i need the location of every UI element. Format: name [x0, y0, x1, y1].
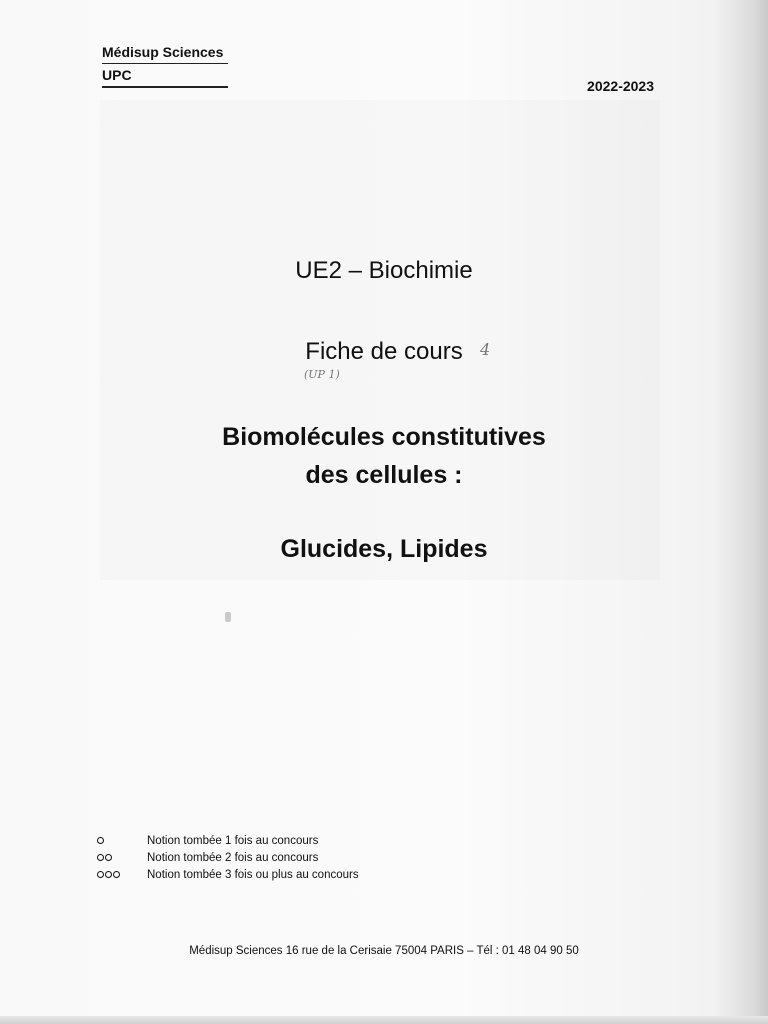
org-underline [102, 86, 228, 88]
circle-star-icon [97, 854, 104, 861]
org-name: Médisup Sciences [102, 44, 224, 60]
page-bottom-edge [0, 1016, 768, 1024]
star-rating-icons [97, 871, 147, 878]
org-divider [102, 63, 228, 64]
footer-address: Médisup Sciences 16 rue de la Cerisaie 75004 PARIS – Tél : 01 48 04 90 50 [189, 945, 579, 957]
course-unit: UE2 – Biochimie [295, 257, 473, 284]
legend-text: Notion tombée 1 fois au concours [147, 834, 319, 847]
organization-block [102, 42, 228, 89]
fiche-label: Fiche de cours [305, 338, 463, 365]
title-line-2: des cellules : [305, 461, 463, 489]
circle-star-icon [105, 854, 112, 861]
document-title [0, 418, 768, 494]
ink-smudge [225, 612, 231, 622]
circle-star-icon [113, 871, 120, 878]
notion-legend [97, 832, 359, 883]
document-subtitle: Glucides, Lipides [280, 535, 488, 563]
legend-row [97, 849, 359, 866]
circle-star-icon [97, 871, 104, 878]
circle-star-icon [97, 837, 104, 844]
star-rating-icons [97, 837, 147, 844]
legend-text: Notion tombée 3 fois ou plus au concours [147, 868, 359, 881]
academic-year: 2022-2023 [587, 78, 654, 94]
legend-text: Notion tombée 2 fois au concours [147, 851, 319, 864]
legend-row [97, 832, 359, 849]
star-rating-icons [97, 854, 147, 861]
handwritten-number: 4 [480, 340, 491, 359]
handwritten-note: (UP 1) [304, 368, 340, 381]
org-short-name: UPC [102, 67, 132, 83]
title-line-1: Biomolécules constitutives [222, 423, 546, 451]
legend-row [97, 866, 359, 883]
circle-star-icon [105, 871, 112, 878]
